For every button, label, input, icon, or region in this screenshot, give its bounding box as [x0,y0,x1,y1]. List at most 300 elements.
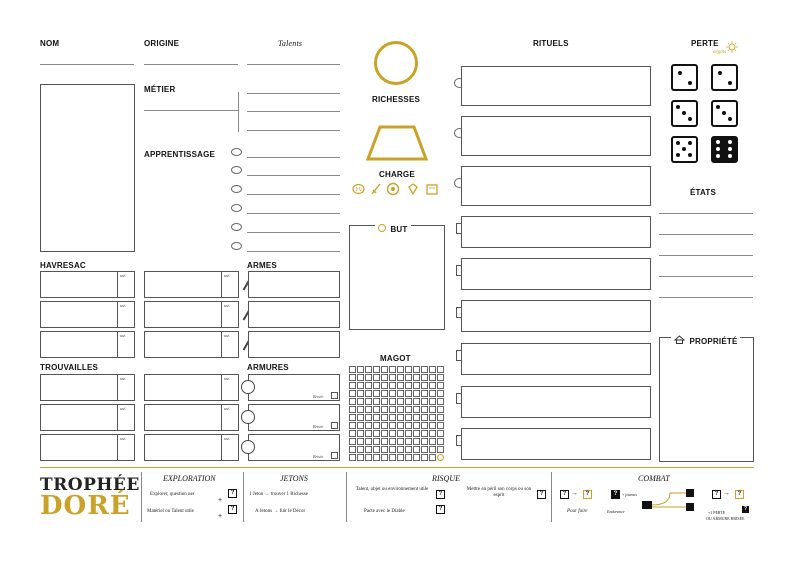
magot-square[interactable] [413,454,420,461]
magot-square[interactable] [437,422,444,429]
inventory-slot[interactable] [40,374,135,401]
magot-square[interactable] [421,414,428,421]
rituel-box[interactable] [461,166,651,206]
magot-square[interactable] [437,398,444,405]
magot-square[interactable] [429,430,436,437]
inventory-slot-tag [221,272,238,297]
inventory-slot-tag [117,375,134,400]
brain-icon [352,183,365,195]
perte-die[interactable] [671,136,698,163]
pip [676,141,680,145]
inventory-slot[interactable] [40,434,135,461]
brain-icon [231,242,242,250]
magot-square[interactable] [389,438,396,445]
pip [676,105,680,109]
magot-square[interactable] [405,406,412,413]
magot-square[interactable] [405,414,412,421]
magot-square[interactable] [365,406,372,413]
question-die-icon: ? [537,490,546,499]
magot-square[interactable] [421,406,428,413]
magot-square[interactable] [421,422,428,429]
plus-q-icon: + [218,497,223,504]
magot-square[interactable] [381,454,388,461]
etat-line[interactable] [659,297,753,298]
magot-square[interactable] [357,422,364,429]
rituel-box[interactable] [461,66,651,106]
magot-square[interactable] [365,422,372,429]
combat-title: COMBAT [638,474,670,483]
magot-square[interactable] [421,446,428,453]
magot-square[interactable] [357,374,364,381]
magot-square[interactable] [373,366,380,373]
inventory-slot[interactable] [144,301,239,328]
risque-line1: Talent, objet ou environnement utile [355,487,429,492]
talent-line[interactable] [247,111,340,112]
magot-square[interactable] [389,454,396,461]
magot-square[interactable] [405,398,412,405]
magot-square[interactable] [397,446,404,453]
magot-square[interactable] [437,446,444,453]
footer-rule [40,467,754,468]
magot-square[interactable] [381,438,388,445]
magot-square[interactable] [413,366,420,373]
magot-square[interactable] [357,366,364,373]
apprentissage-line[interactable] [247,194,340,195]
armor-slot[interactable] [248,434,340,461]
brain-icon [231,204,242,212]
shield-icon [241,410,255,424]
magot-square[interactable] [429,422,436,429]
question-die-icon: ? [436,505,445,514]
question-die-icon: ? [228,489,237,498]
magot-square[interactable] [381,366,388,373]
pip [728,147,732,151]
magot-square[interactable] [349,366,356,373]
magot-square[interactable] [373,374,380,381]
combat-line5: +1 PERTE [708,510,726,515]
combat-flow-icon [640,485,700,515]
pip [728,81,732,85]
magot-square[interactable] [413,406,420,413]
magot-square[interactable] [397,374,404,381]
magot-square[interactable] [349,438,356,445]
armor-slot[interactable] [248,404,340,431]
question-die-icon: ? [735,490,744,499]
magot-square[interactable] [373,454,380,461]
magot-square[interactable] [365,398,372,405]
magot-square[interactable] [357,446,364,453]
weapon-slot[interactable] [248,301,340,328]
brisee-checkbox[interactable] [331,422,338,429]
question-die-icon: ? [560,490,569,499]
etat-line[interactable] [659,255,753,256]
perte-die[interactable] [711,136,738,163]
origine-field[interactable] [144,64,238,65]
magot-square[interactable] [389,406,396,413]
propriete-box[interactable] [659,337,754,462]
magot-square[interactable] [421,382,428,389]
magot-square[interactable] [421,430,428,437]
magot-square[interactable] [349,390,356,397]
usure-label: usé. [224,303,231,308]
magot-square[interactable] [421,366,428,373]
footer-sep [551,472,552,522]
inventory-slot-tag [117,272,134,297]
magot-square[interactable] [429,366,436,373]
magot-square[interactable] [405,382,412,389]
magot-square[interactable] [397,438,404,445]
magot-square[interactable] [421,374,428,381]
magot-square[interactable] [405,454,412,461]
magot-square[interactable] [429,390,436,397]
usure-label: usé. [120,333,127,338]
magot-square[interactable] [349,382,356,389]
brisee-label: Brisée [313,424,324,429]
magot-square[interactable] [389,366,396,373]
magot-square[interactable] [381,414,388,421]
magot-square[interactable] [429,374,436,381]
usure-label: usé. [120,436,127,441]
coin-icon [437,454,444,461]
magot-square[interactable] [381,382,388,389]
magot-square[interactable] [373,446,380,453]
shield-icon [241,440,255,454]
pip [718,71,722,75]
magot-square[interactable] [413,390,420,397]
footer-sep [346,472,347,522]
house-icon [674,335,685,344]
inventory-slot[interactable] [40,331,135,358]
logo [40,475,140,521]
usure-label: usé. [224,406,231,411]
magot-square[interactable] [389,446,396,453]
magot-square[interactable] [389,374,396,381]
logo-line1: TROPHÉE [40,475,140,495]
magot-square[interactable] [437,382,444,389]
magot-square[interactable] [357,454,364,461]
usure-label: usé. [120,406,127,411]
magot-square[interactable] [405,422,412,429]
question-die-icon: ? [228,505,237,514]
pip [676,153,680,157]
inventory-slot[interactable] [144,271,239,298]
perte-die[interactable] [711,64,738,91]
magot-square[interactable] [357,398,364,405]
magot-square[interactable] [389,390,396,397]
magot-square[interactable] [397,422,404,429]
magot-square[interactable] [389,414,396,421]
magot-square[interactable] [429,438,436,445]
magot-square[interactable] [429,454,436,461]
gold-dot-icon [378,224,386,232]
magot-square[interactable] [365,454,372,461]
etat-line[interactable] [659,276,753,277]
magot-square[interactable] [365,414,372,421]
magot-square[interactable] [429,446,436,453]
etat-line[interactable] [659,213,753,214]
magot-square[interactable] [373,390,380,397]
magot-square[interactable] [437,374,444,381]
inventory-slot[interactable] [144,331,239,358]
magot-square[interactable] [429,414,436,421]
magot-square[interactable] [437,438,444,445]
magot-square[interactable] [437,366,444,373]
weapon-slot[interactable] [248,331,340,358]
pip [728,117,732,121]
talent-line[interactable] [247,64,340,65]
magot-square[interactable] [381,374,388,381]
magot-square[interactable] [381,430,388,437]
magot-square[interactable] [365,382,372,389]
magot-square[interactable] [349,374,356,381]
pip [682,147,686,151]
perte-die[interactable] [671,100,698,127]
magot-square[interactable] [405,390,412,397]
footer-sep [243,472,244,522]
magot-square[interactable] [349,446,356,453]
magot-square[interactable] [381,390,388,397]
rituel-box[interactable] [461,258,651,290]
talent-line[interactable] [247,93,340,94]
charge-trapezoid[interactable] [366,125,428,161]
logo-line2: DORÉ [40,491,131,521]
magot-square[interactable] [373,414,380,421]
brain-icon [231,166,242,174]
magot-square[interactable] [365,446,372,453]
weapon-slot[interactable] [248,271,340,298]
inventory-slot-tag [117,332,134,357]
magot-square[interactable] [429,382,436,389]
plus-q-icon: + [218,513,223,520]
perte-die[interactable] [671,64,698,91]
charge-label: CHARGE [379,170,415,179]
combat-line2: Endurance [607,509,625,514]
magot-square[interactable] [413,422,420,429]
magot-square[interactable] [437,390,444,397]
magot-square[interactable] [429,406,436,413]
pip [688,117,692,121]
magot-square[interactable] [389,430,396,437]
metier-label: MÉTIER [144,85,176,94]
apprentissage-line[interactable] [247,175,340,176]
armes-label: ARMES [247,261,277,270]
rituel-box[interactable] [461,343,651,375]
usure-label: usé. [224,333,231,338]
question-die-icon: ? [436,490,445,499]
magot-square[interactable] [405,374,412,381]
pip [716,147,720,151]
magot-square[interactable] [421,438,428,445]
usure-label: usé. [120,303,127,308]
magot-square[interactable] [381,398,388,405]
metier-field[interactable] [144,110,238,111]
magot-square[interactable] [373,430,380,437]
magot-square[interactable] [421,390,428,397]
magot-square[interactable] [405,366,412,373]
pip [716,105,720,109]
magot-square[interactable] [413,382,420,389]
magot-square[interactable] [381,422,388,429]
magot-square[interactable] [349,422,356,429]
richesses-label: RICHESSES [372,95,421,104]
inventory-slot[interactable] [40,404,135,431]
magot-square[interactable] [397,398,404,405]
apprentissage-line[interactable] [247,232,340,233]
apprentissage-line[interactable] [247,251,340,252]
sword-icon [370,182,382,196]
talent-line[interactable] [247,130,340,131]
usure-label: usé. [224,376,231,381]
magot-square[interactable] [357,438,364,445]
talents-label: Talents [278,39,303,48]
magot-square[interactable] [349,414,356,421]
rituel-box[interactable] [461,116,651,156]
magot-square[interactable] [365,374,372,381]
inventory-slot-tag [221,435,238,460]
nom-label: NOM [40,39,60,48]
etat-line[interactable] [659,234,753,235]
magot-square[interactable] [413,414,420,421]
usure-label: usé. [224,436,231,441]
magot-square[interactable] [421,398,428,405]
magot-square[interactable] [365,390,372,397]
inventory-slot[interactable] [40,271,135,298]
charge-icons [352,181,444,197]
magot-square[interactable] [397,390,404,397]
apprentissage-line[interactable] [247,213,340,214]
magot-square[interactable] [397,414,404,421]
magot-square[interactable] [413,446,420,453]
magot-square[interactable] [389,398,396,405]
armor-slot[interactable] [248,374,340,401]
magot-square[interactable] [437,406,444,413]
propriete-label: PROPRIÉTÉ [689,337,738,346]
etats-label: ÉTATS [690,188,717,197]
magot-square[interactable] [381,406,388,413]
magot-square[interactable] [357,390,364,397]
magot-square[interactable] [389,382,396,389]
magot-square[interactable] [397,454,404,461]
inventory-slot-tag [221,405,238,430]
magot-square[interactable] [397,382,404,389]
rituel-box[interactable] [461,300,651,332]
pip [688,81,692,85]
inventory-slot-tag [221,302,238,327]
magot-square[interactable] [365,438,372,445]
magot-square[interactable] [357,406,364,413]
magot-square[interactable] [413,438,420,445]
brain-icon [231,185,242,193]
apprentissage-label: APPRENTISSAGE [144,150,216,159]
combat-line1: Pour faire [567,509,588,514]
magot-square[interactable] [389,422,396,429]
apprentissage-line[interactable] [247,157,340,158]
inventory-slot[interactable] [40,301,135,328]
magot-square[interactable] [373,406,380,413]
pip [716,140,720,144]
pip [682,111,686,115]
magot-square[interactable] [365,430,372,437]
magot-square[interactable] [405,438,412,445]
nom-field[interactable] [40,64,134,65]
richesses-circle[interactable] [374,41,418,85]
combat-line3: + joueurs [622,492,638,497]
question-die-icon: ? [712,490,721,499]
question-die-icon: ? [583,490,592,499]
origine-label: ORIGINE [144,39,180,48]
usure-label: usé. [120,376,127,381]
magot-square[interactable] [357,382,364,389]
brain-icon [231,223,242,231]
magot-square[interactable] [413,430,420,437]
but-label: BUT [390,225,408,234]
magot-square[interactable] [357,430,364,437]
magot-square[interactable] [405,430,412,437]
magot-square[interactable] [349,454,356,461]
inventory-slot[interactable] [144,404,239,431]
magot-square[interactable] [357,414,364,421]
magot-square[interactable] [413,398,420,405]
shield-icon [241,380,255,394]
risque-line3: Mettre en péril son corps ou son esprit [466,487,532,498]
magot-square[interactable] [365,366,372,373]
magot-square[interactable] [437,430,444,437]
rituel-box[interactable] [461,428,651,460]
pip [728,154,732,158]
magot-square[interactable] [405,446,412,453]
magot-square[interactable] [381,446,388,453]
magot-square[interactable] [373,382,380,389]
havresac-label: HAVRESAC [40,261,86,270]
magot-square[interactable] [349,406,356,413]
brisee-checkbox[interactable] [331,392,338,399]
magot-square[interactable] [349,430,356,437]
inventory-slot[interactable] [144,374,239,401]
pip [688,153,692,157]
but-box[interactable] [349,225,445,330]
rituel-box[interactable] [461,386,651,418]
rituel-box[interactable] [461,216,651,248]
perte-die[interactable] [711,100,738,127]
usure-label: usé. [120,273,127,278]
arrow-icon: → [723,490,730,497]
magot-square[interactable] [397,430,404,437]
brain-icon [231,148,242,156]
portrait-box[interactable] [40,84,135,252]
brisee-label: Brisée [313,454,324,459]
pip [688,141,692,145]
exploration-line2: Matériel ou Talent utile [147,509,194,514]
exploration-title: EXPLORATION [163,474,216,483]
inventory-slot[interactable] [144,434,239,461]
risque-line2: Pacte avec le Diable [364,509,405,514]
brisee-checkbox[interactable] [331,452,338,459]
magot-square[interactable] [349,398,356,405]
magot-square[interactable] [397,366,404,373]
inventory-slot-tag [117,435,134,460]
magot-square[interactable] [421,454,428,461]
magot-square[interactable] [429,398,436,405]
magot-square[interactable] [397,406,404,413]
magot-square[interactable] [373,422,380,429]
inventory-slot-tag [221,375,238,400]
magot-square[interactable] [373,398,380,405]
magot-square[interactable] [373,438,380,445]
perte-sub: dégâts [713,50,727,55]
jetons-line2: A Jetons → fuir le Décor [255,509,306,514]
magot-square[interactable] [413,374,420,381]
magot-square[interactable] [437,414,444,421]
